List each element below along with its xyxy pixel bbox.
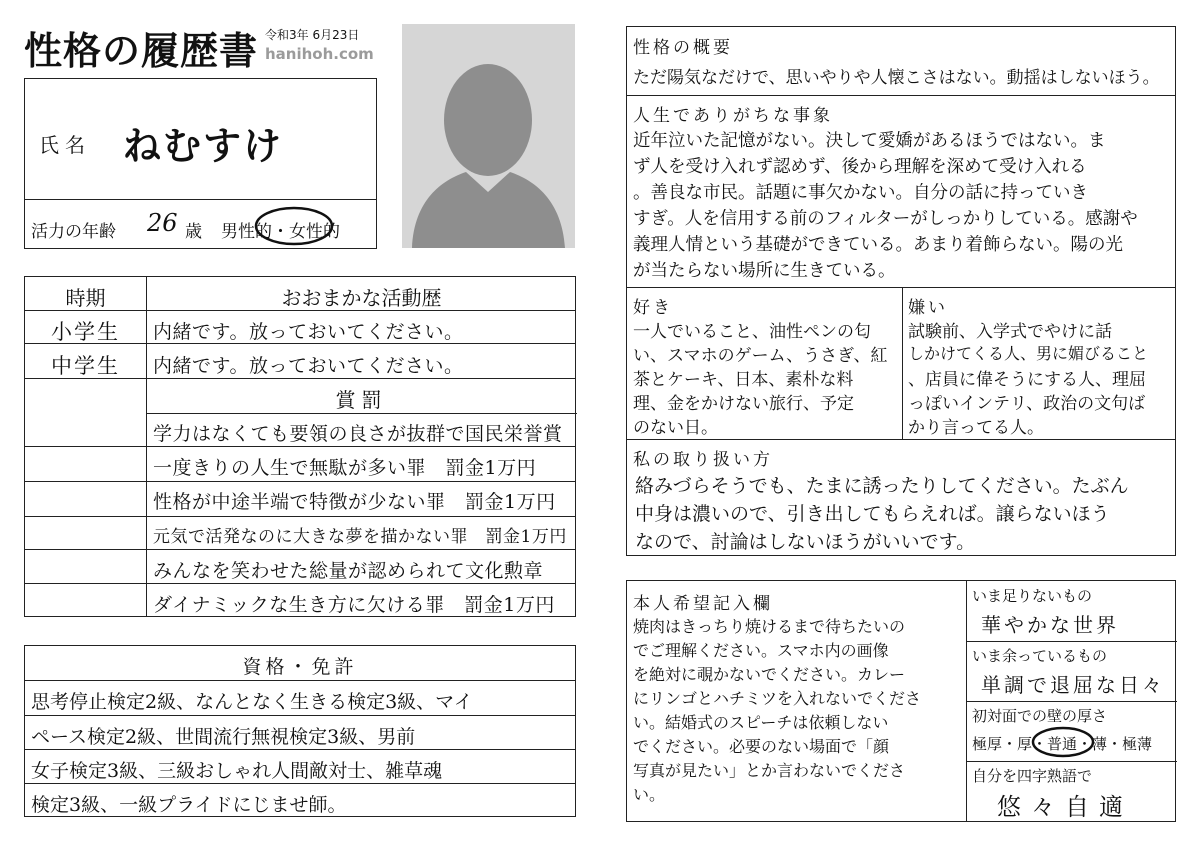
age-label: 活力の年齢 [31,222,116,242]
qualifications-header: 資格・免許 [242,656,358,678]
page-title: 性格の履歴書 [24,28,259,73]
lacking-value: 華やかな世界 [981,613,1119,637]
period-junior-high: 中学生 [51,354,120,378]
life-header: 人生でありがちな事象 [633,106,833,126]
likes-header: 好き [633,298,673,318]
qualification-line: ペース検定2級、世間流行無視検定3級、男前 [31,726,416,748]
dislikes-line: 、店員に偉そうにする人、理屈 [908,370,1146,390]
wall-label: 初対面での壁の厚さ [972,707,1108,725]
qualifications-box [24,645,576,817]
name-value: ねむすけ [123,123,284,168]
wish-line: を絶対に覗かないでください。カレー [633,665,906,684]
gender-circle-mark [253,205,335,247]
award-item: 性格が中途半端で特徴が少ない罪 罰金1万円 [153,491,556,513]
history-elementary: 内緒です。放っておいてください。 [153,321,464,343]
likes-line: のない日。 [633,418,718,438]
handling-line: 中身は濃いので、引き出してもらえれば。譲らないほう [635,503,1110,525]
qualification-line: 検定3級、一級プライドにじませ師。 [31,794,347,816]
col-history-header: おおまかな活動歴 [281,286,442,310]
col-period-header: 時期 [65,286,106,310]
life-line: 近年泣いた記憶がない。決して愛嬌があるほうではない。ま [633,131,1106,151]
handling-line: 絡みづらそうでも、たまに誘ったりしてください。たぶん [635,475,1129,497]
overview-header: 性格の概要 [633,38,733,58]
wish-header: 本人希望記入欄 [633,594,773,614]
awards-header: 賞罰 [335,388,388,412]
wall-circle-mark [1030,725,1096,759]
idiom-value: 悠々自適 [997,793,1133,821]
wish-line: い。結婚式のスピーチは依頼しない [633,713,889,732]
handling-line: なので、討論はしないほうがいいです。 [635,531,976,553]
wish-line: 写真が見たい」とか言わないでくださ [633,761,906,780]
name-box [24,78,377,249]
overview-text: ただ陽気なだけで、思いやりや人懐こさはない。動揺はしないほう。 [633,68,1160,88]
dislikes-header: 嫌い [908,298,948,318]
profile-photo-placeholder [402,24,575,248]
handling-header: 私の取り扱い方 [633,450,773,470]
person-silhouette-icon [402,24,575,248]
dislikes-line: っぽいインテリ、政治の文句ば [908,394,1146,414]
likes-line: 一人でいること、油性ペンの匂 [633,322,871,342]
age-unit: 歳 [185,222,202,242]
qualification-line: 女子検定3級、三級おしゃれ人間敵対士、雑草魂 [31,760,443,782]
gender-options: 男性的・女性的 [221,222,340,242]
wish-line: 焼肉はきっちり焼けるまで待ちたいの [633,617,906,636]
wish-line: でご理解ください。スマホ内の画像 [633,641,889,660]
likes-line: い、スマホのゲーム、うさぎ、紅 [633,346,888,366]
award-item: 一度きりの人生で無駄が多い罪 罰金1万円 [153,457,537,479]
history-junior-high: 内緒です。放っておいてください。 [153,355,464,377]
activity-table [24,276,576,617]
personal-wish-box [626,580,1176,822]
wall-options: 極厚・厚・普通・薄・極薄 [972,735,1153,753]
likes-line: 理、金をかけない旅行、予定 [633,394,854,414]
award-item: みんなを笑わせた総量が認められて文化勲章 [153,560,544,582]
dislikes-line: かり言ってる人。 [908,418,1044,438]
life-line: が当たらない場所に生きている。 [633,261,896,281]
period-elementary: 小学生 [51,320,120,344]
life-line: 。善良な市民。話題に事欠かない。自分の話に持っていき [633,183,1088,203]
life-line: 義理人情という基礎ができている。あまり着飾らない。陽の光 [633,235,1123,255]
idiom-label: 自分を四字熟語で [972,767,1093,785]
site-url: hanihoh.com [265,45,374,63]
likes-line: 茶とケーキ、日本、素朴な料 [633,370,854,390]
award-item: 元気で活発なのに大きな夢を描かない罪 罰金1万円 [153,527,567,547]
dislikes-line: 試験前、入学式でやけに話 [908,322,1112,342]
dislikes-line: しかけてくる人、男に媚びること [908,344,1149,363]
age-value: 26 [147,209,178,237]
award-item: 学力はなくても要領の良さが抜群で国民栄誉賞 [153,423,563,445]
surplus-value: 単調で退屈な日々 [981,673,1165,697]
name-label: 氏名 [39,133,91,157]
life-line: すぎ。人を信用する前のフィルターがしっかりしている。感謝や [633,209,1138,229]
personality-overview-box [626,26,1176,556]
life-line: ず人を受け入れず認めず、後から理解を深めて受け入れる [633,157,1087,177]
wish-line: でください。必要のない場面で「顔 [633,737,890,756]
award-item: ダイナミックな生き方に欠ける罪 罰金1万円 [153,594,555,616]
wish-line: い。 [633,785,666,804]
wish-line: にリンゴとハチミツを入れないでくださ [633,689,922,708]
surplus-label: いま余っているもの [972,647,1108,665]
qualification-line: 思考停止検定2級、なんとなく生きる検定3級、マイ [31,691,473,713]
lacking-label: いま足りないもの [972,587,1093,605]
date-text: 令和3年 6月23日 [265,28,360,42]
